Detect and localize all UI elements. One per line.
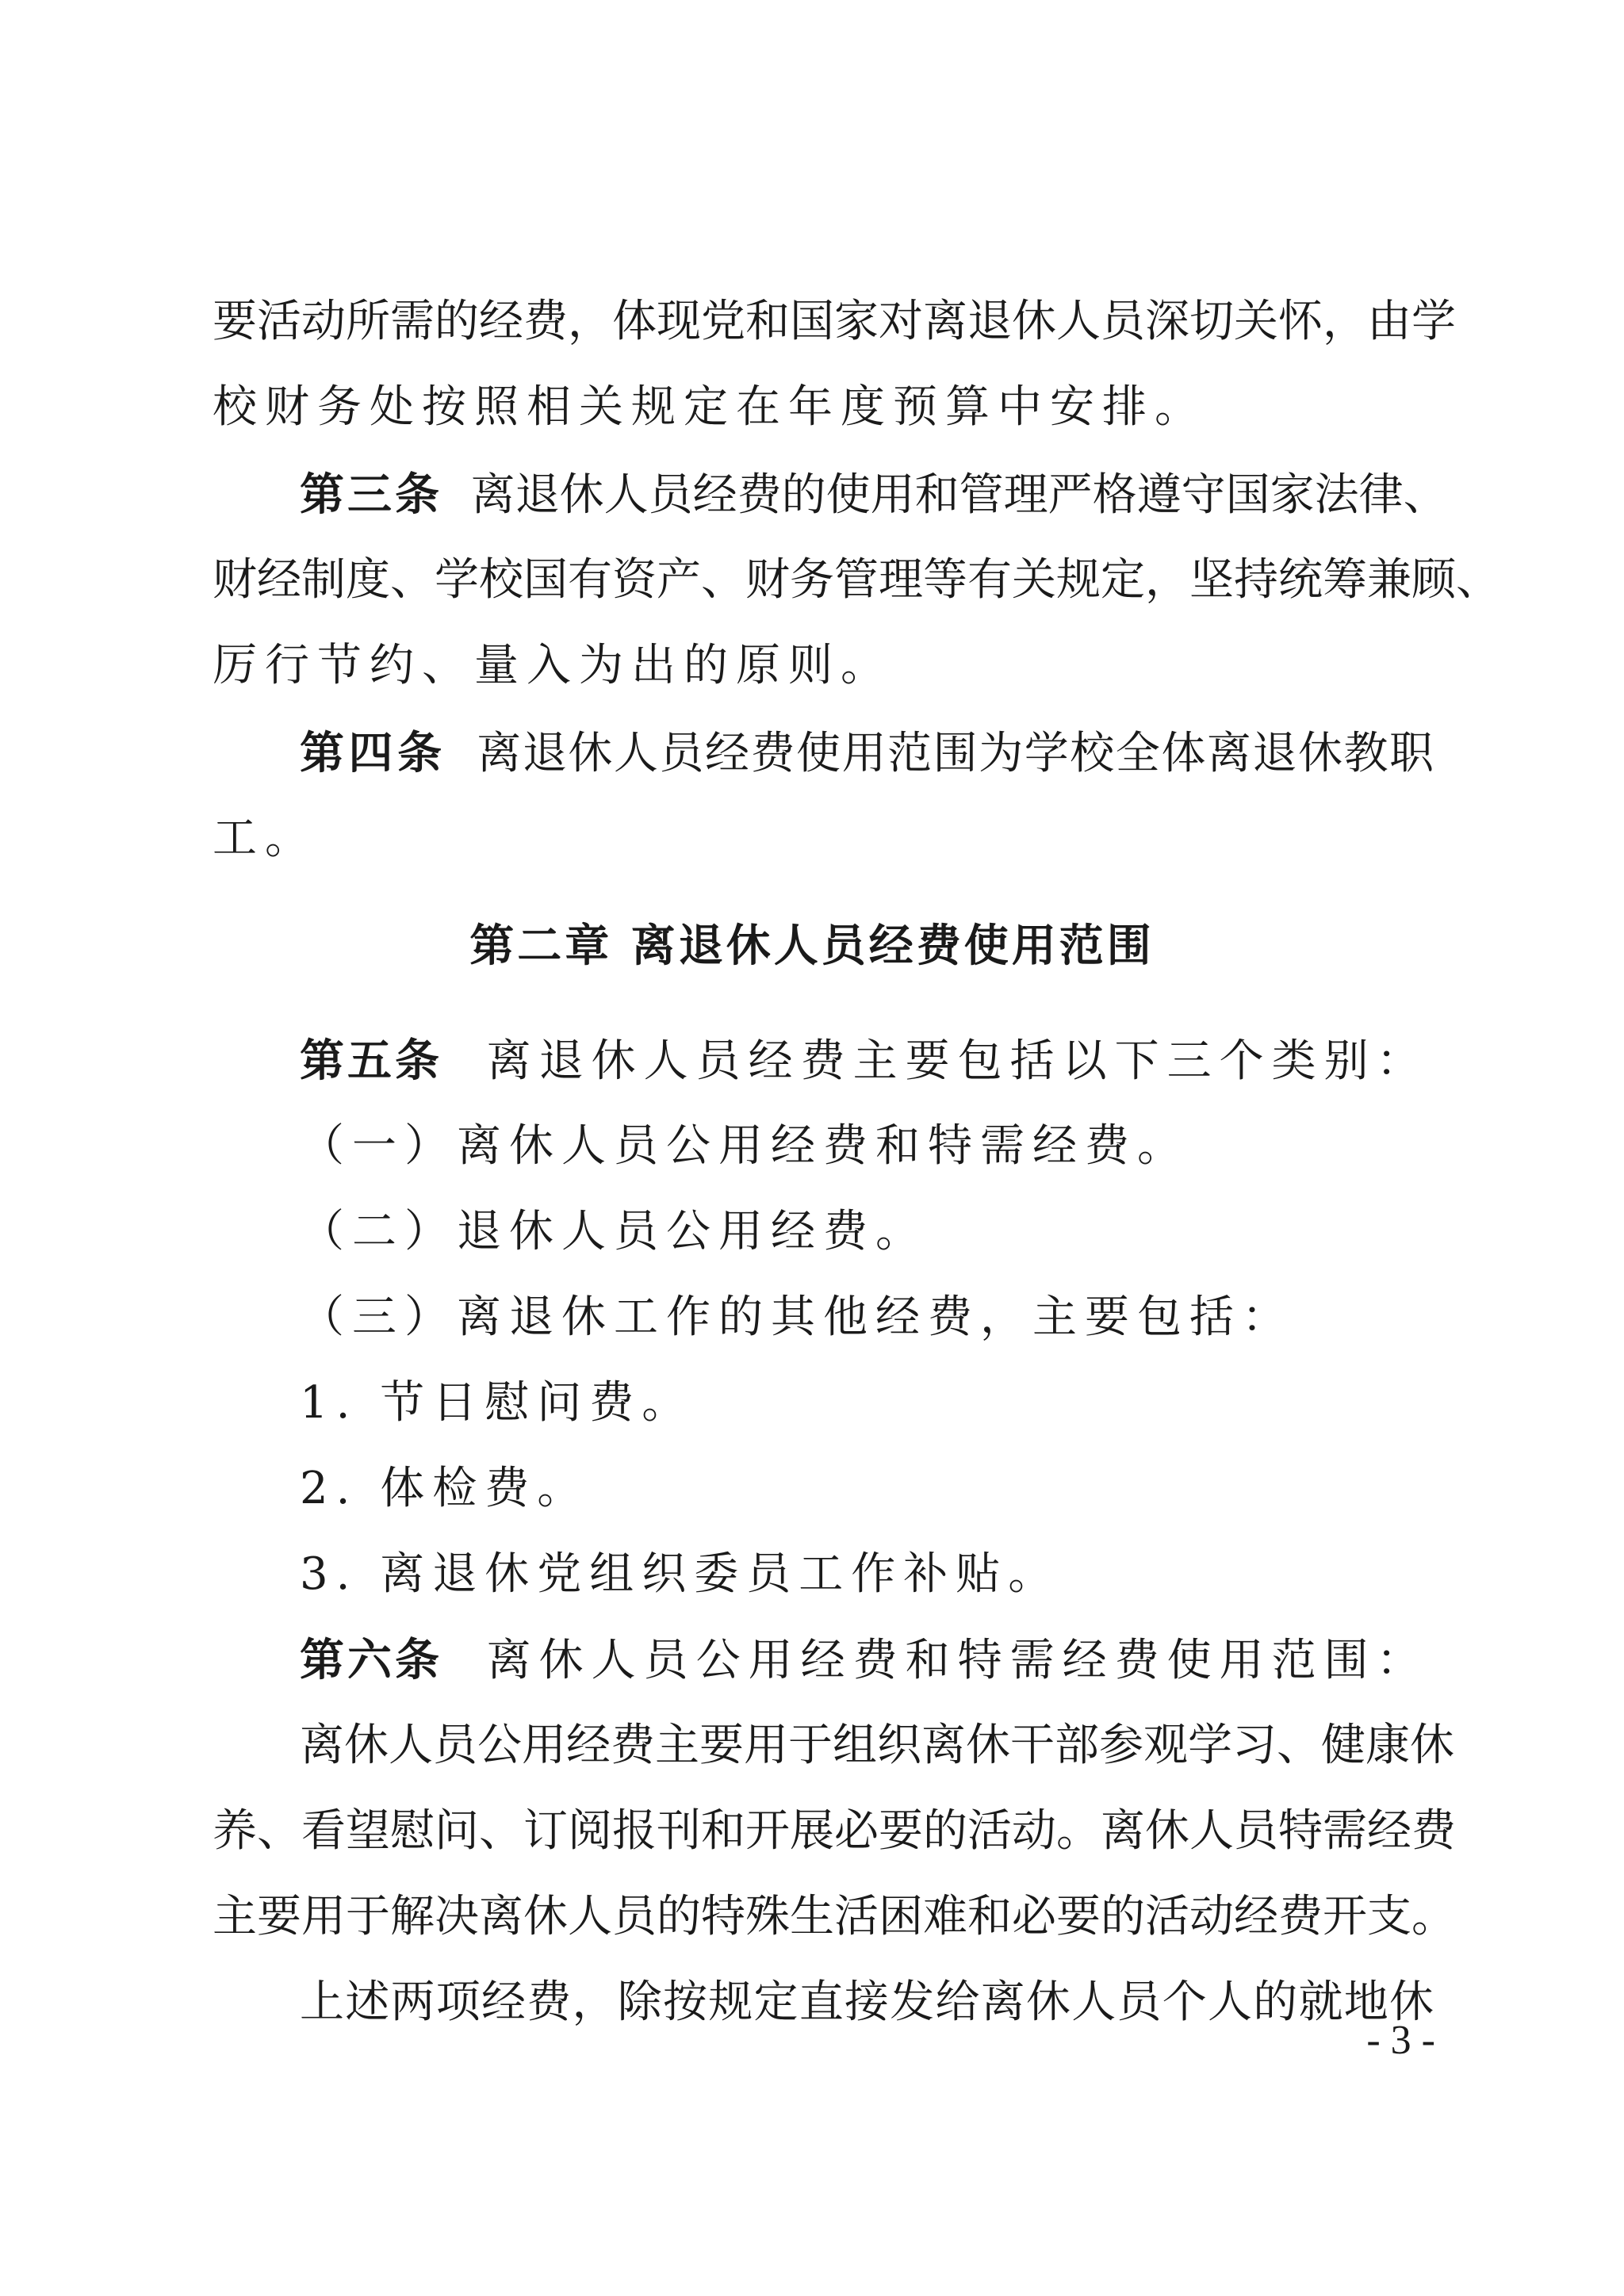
article-5-label: 第五条	[300, 1035, 442, 1087]
article-6-paragraph-2-line-1: 上述两项经费，除按规定直接发给离休人员个人的就地休	[300, 1976, 1434, 2028]
article-5-sub-item-3: 3. 离退休党组织委员工作补贴。	[300, 1548, 1061, 1600]
article-5-text: 离退休人员经费主要包括以下三个类别：	[486, 1035, 1429, 1087]
article-6-text: 离休人员公用经费和特需经费使用范围：	[486, 1635, 1429, 1686]
article-6-paragraph-1-line-2: 养、看望慰问、订阅报刊和开展必要的活动。离休人员特需经费	[213, 1805, 1456, 1857]
article-6-line-1	[300, 1632, 1434, 1689]
article-4-text: 离退休人员经费使用范围为学校全体离退休教职	[477, 728, 1434, 779]
paragraph-line: 要活动所需的经费，体现党和国家对离退休人员深切关怀，由学	[213, 296, 1456, 347]
article-6-label: 第六条	[300, 1634, 442, 1686]
article-3-text: 离退休人员经费的使用和管理严格遵守国家法律、	[470, 469, 1448, 521]
article-3-label: 第三条	[300, 469, 442, 521]
article-5-item-3: （三）离退休工作的其他经费，主要包括：	[300, 1292, 1294, 1343]
article-4-label: 第四条	[300, 727, 446, 779]
page-number: - 3 -	[1366, 2018, 1435, 2063]
article-4-line-1	[300, 725, 1434, 783]
article-6-paragraph-1-line-1: 离休人员公用经费主要用于组织离休干部参观学习、健康休	[300, 1720, 1454, 1771]
article-3-line-3: 厉行节约、量入为出的原则。	[213, 640, 893, 691]
article-4-line-2: 工。	[213, 813, 317, 864]
article-5-sub-item-1: 1. 节日慰问费。	[300, 1377, 695, 1429]
article-3-line-1	[300, 466, 1448, 524]
article-5-line-1	[300, 1032, 1434, 1090]
article-3-line-2: 财经制度、学校国有资产、财务管理等有关规定，坚持统筹兼顾、	[213, 554, 1500, 606]
paragraph-line: 校财务处按照相关规定在年度预算中安排。	[213, 381, 1207, 433]
article-5-sub-item-2: 2. 体检费。	[300, 1463, 590, 1514]
article-5-item-2: （二）退休人员公用经费。	[300, 1206, 928, 1257]
chapter-2-title: 第二章 离退休人员经费使用范围	[469, 920, 1155, 972]
article-6-paragraph-1-line-3: 主要用于解决离休人员的特殊生活困难和必要的活动经费开支。	[213, 1891, 1456, 1942]
article-5-item-1: （一）离休人员公用经费和特需经费。	[300, 1120, 1189, 1172]
